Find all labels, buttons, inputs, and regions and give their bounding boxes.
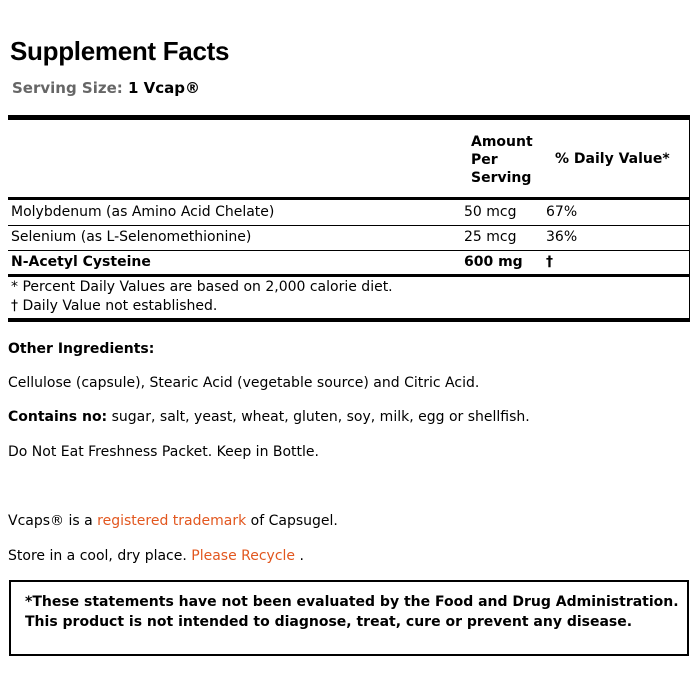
nutrient-name: Selenium (as L-Selenomethionine)	[11, 229, 252, 245]
storage-line	[8, 546, 304, 566]
table-right-border	[689, 120, 690, 320]
nutrient-name: Molybdenum (as Amino Acid Chelate)	[11, 204, 275, 220]
registered-trademark-link[interactable]: registered trademark	[97, 513, 247, 529]
header-per-line: Per	[471, 152, 498, 168]
serving-size-label: Serving Size:	[12, 79, 123, 97]
trademark-line	[8, 511, 338, 531]
please-recycle-link[interactable]: Please Recycle	[191, 548, 296, 564]
serving-size-value: 1 Vcap®	[128, 79, 201, 97]
row-divider	[8, 225, 690, 226]
fda-disclaimer-box	[9, 580, 689, 656]
serving-size	[12, 79, 200, 97]
freshness-packet-note: Do Not Eat Freshness Packet. Keep in Bottle.	[8, 444, 319, 460]
storage-text: Store in a cool, dry place.	[8, 548, 192, 564]
nutrient-amount: 25 mcg	[464, 229, 517, 245]
other-ingredients-text: Cellulose (capsule), Stearic Acid (vegetable source) and Citric Acid.	[8, 375, 480, 391]
row-divider	[8, 250, 690, 251]
nutrient-daily-value: 67%	[546, 204, 578, 220]
fda-disclaimer-text: *These statements have not been evaluated by the Food and Drug Administration. This product is not intended to diagnose, treat, cure or prevent any disease.	[25, 594, 679, 630]
top-thick-rule	[8, 115, 690, 120]
bottom-thick-rule	[8, 318, 690, 322]
daily-value-header: % Daily Value*	[555, 151, 670, 167]
trademark-suffix: of Capsugel.	[246, 513, 338, 529]
header-rule	[8, 197, 690, 200]
contains-no-line	[8, 407, 530, 427]
nutrient-amount: 600 mg	[464, 254, 523, 270]
contains-no-label: Contains no:	[8, 409, 108, 425]
nutrient-name: N-Acetyl Cysteine	[11, 254, 151, 270]
amount-per-serving-header	[471, 133, 533, 187]
supplement-facts-title: Supplement Facts	[10, 36, 230, 66]
nutrient-amount: 50 mcg	[464, 204, 517, 220]
trademark-prefix: Vcaps® is a	[8, 513, 98, 529]
contains-no-text: sugar, salt, yeast, wheat, gluten, soy, milk, egg or shellfish.	[107, 409, 530, 425]
other-ingredients-heading: Other Ingredients:	[8, 341, 155, 357]
nutrient-daily-value: †	[546, 254, 553, 270]
header-amount-line: Amount	[471, 134, 533, 150]
storage-suffix: .	[295, 548, 304, 564]
footnote-percent-dv: * Percent Daily Values are based on 2,000 calorie diet.	[11, 279, 393, 295]
header-serving-line: Serving	[471, 170, 532, 186]
nutrient-daily-value: 36%	[546, 229, 578, 245]
footnote-dv-not-established: † Daily Value not established.	[11, 298, 218, 314]
